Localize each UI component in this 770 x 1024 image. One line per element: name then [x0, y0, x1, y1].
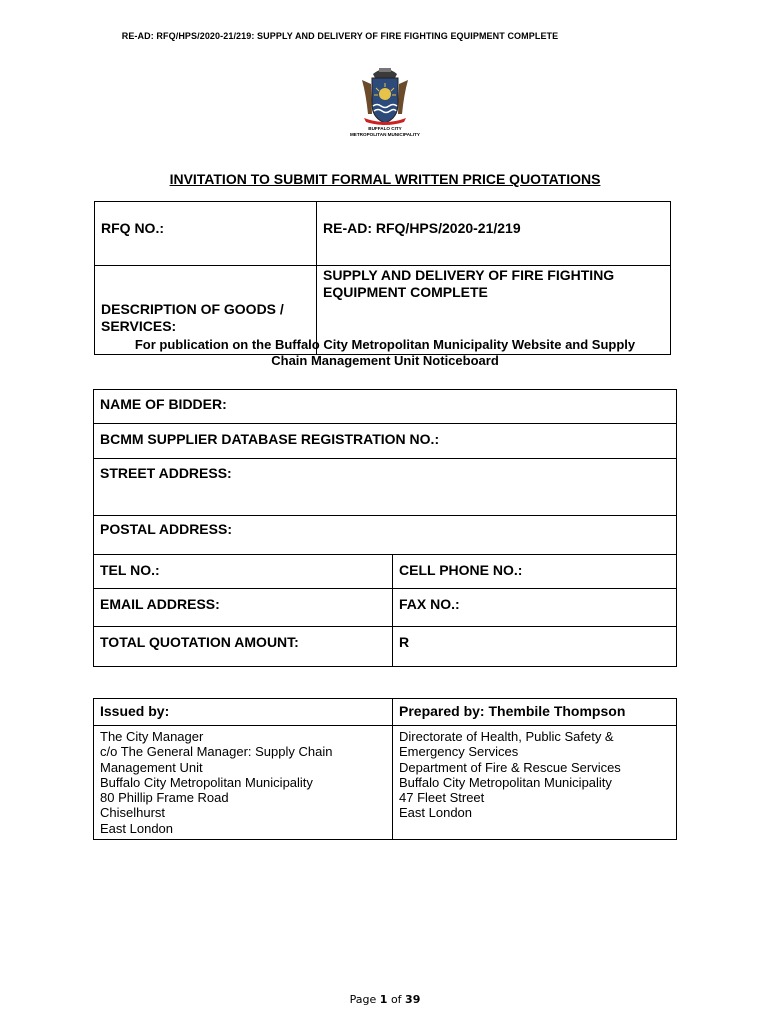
prepared-address-line: Buffalo City Metropolitan Municipality: [399, 774, 612, 790]
description-label-line1: DESCRIPTION OF GOODS /: [101, 301, 284, 317]
email-address-field[interactable]: EMAIL ADDRESS:: [94, 589, 393, 627]
issued-address-line: East London: [100, 820, 174, 836]
fax-no-field[interactable]: FAX NO.:: [393, 589, 677, 627]
issued-address-line: 80 Phillip Frame Road: [100, 790, 229, 806]
page-footer: [0, 993, 770, 1006]
rfq-table: [94, 201, 671, 355]
issued-address-line: Chiselhurst: [100, 805, 166, 821]
prepared-address-line: 47 Fleet Street: [399, 790, 485, 806]
municipality-logo: [340, 64, 430, 144]
rfq-label: RFQ NO.:: [95, 202, 317, 266]
issued-address-line: The City Manager: [100, 729, 204, 744]
description-value-line1: SUPPLY AND DELIVERY OF FIRE FIGHTING: [323, 267, 615, 283]
logo-text-line2: METROPOLITAN MUNICIPALITY: [349, 132, 420, 137]
issued-by-heading: Issued by:: [94, 699, 393, 726]
description-value-line2: EQUIPMENT COMPLETE: [323, 284, 488, 300]
page-title: INVITATION TO SUBMIT FORMAL WRITTEN PRICE QUOTATIONS: [169, 171, 601, 187]
prepared-address-line: Department of Fire & Rescue Services: [399, 759, 621, 775]
street-address-field[interactable]: STREET ADDRESS:: [94, 459, 677, 516]
running-header: RE-AD: RFQ/HPS/2020-21/219: SUPPLY AND DELIVERY OF FIRE FIGHTING EQUIPMENT COMPLETE: [121, 31, 559, 41]
cell-phone-field[interactable]: CELL PHONE NO.:: [393, 555, 677, 589]
publication-note: [95, 337, 675, 369]
of-word: of: [390, 993, 402, 1006]
total-quotation-field[interactable]: R: [393, 627, 677, 667]
total-quotation-label: TOTAL QUOTATION AMOUNT:: [94, 627, 393, 667]
rfq-row: [95, 202, 671, 266]
tel-no-field[interactable]: TEL NO.:: [94, 555, 393, 589]
prepared-address-line: Directorate of Health, Public Safety &: [399, 729, 614, 744]
issued-address-line: Buffalo City Metropolitan Municipality: [100, 774, 313, 790]
prepared-address-line: East London: [399, 805, 473, 821]
prepared-by-address: [393, 726, 677, 840]
issued-address-line: c/o The General Manager: Supply Chain: [100, 744, 333, 760]
buffalo-city-crest-icon: [340, 64, 430, 126]
rfq-value: RE-AD: RFQ/HPS/2020-21/219: [317, 202, 671, 266]
prepared-address-line: Emergency Services: [399, 744, 519, 760]
bidder-details-table: [93, 389, 677, 667]
issued-address-line: Management Unit: [100, 759, 203, 775]
issued-by-address: [94, 726, 393, 840]
page-word: Page: [349, 993, 377, 1006]
publication-line2: Chain Management Unit Noticeboard: [271, 353, 499, 368]
publication-line1: For publication on the Buffalo City Metropolitan Municipality Website and Supply: [134, 337, 636, 352]
issued-prepared-table: [93, 698, 677, 840]
prepared-by-heading: Prepared by: Thembile Thompson: [393, 699, 677, 726]
postal-address-field[interactable]: POSTAL ADDRESS:: [94, 516, 677, 555]
description-label-line2: SERVICES:: [101, 318, 177, 334]
logo-text-line1: BUFFALO CITY: [368, 126, 402, 131]
page-number: 1: [379, 993, 388, 1006]
page-total: 39: [405, 993, 421, 1006]
name-of-bidder-field[interactable]: NAME OF BIDDER:: [94, 390, 677, 424]
supplier-database-field[interactable]: BCMM SUPPLIER DATABASE REGISTRATION NO.:: [94, 424, 677, 459]
